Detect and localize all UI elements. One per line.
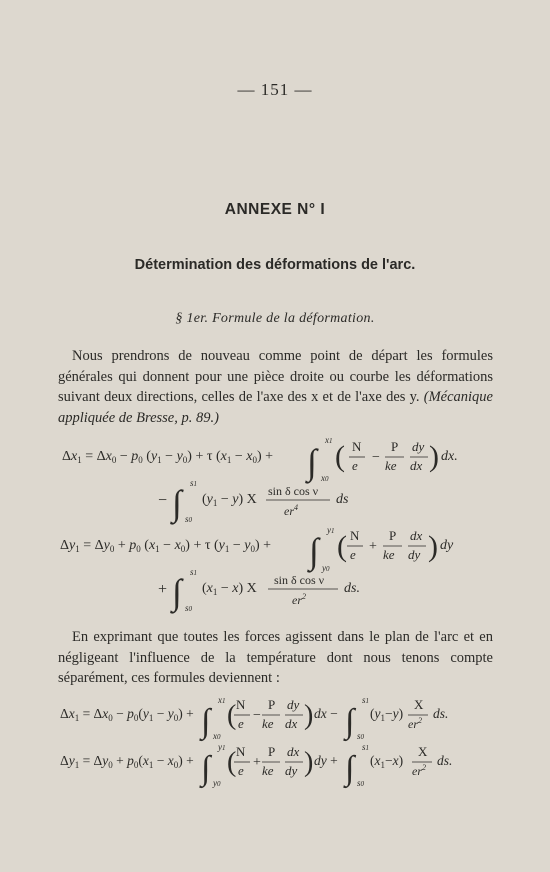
svg-text:dx.: dx. [441,449,458,464]
svg-text:N: N [350,528,360,543]
svg-text:s0: s0 [357,731,365,741]
svg-text:): ) [304,747,314,778]
svg-text:dx: dx [410,528,423,543]
svg-text:−: − [158,492,168,509]
svg-text:y0: y0 [322,563,330,573]
svg-text:(: ( [337,530,347,563]
svg-text:e: e [350,547,356,562]
svg-text:ke: ke [262,763,274,778]
svg-text:P: P [268,697,276,712]
svg-text:∫: ∫ [172,572,182,612]
svg-text:ke: ke [383,547,395,562]
equation-4 [60,742,452,789]
svg-text:Δy1 = Δy0 + p0(x1 − x0) +: $\Delta y_1 = \Delta y_0 + p_0(x_1 - x_0)$ + [60,753,194,770]
svg-text:N: N [352,439,362,454]
svg-text:y1: y1 [218,742,226,752]
svg-text:+: + [253,755,261,770]
svg-text:∫: ∫ [309,531,319,571]
section-heading: Détermination des déformations de l'arc. [134,257,416,273]
equation-2-line-1 [60,525,454,573]
svg-text:): ) [428,530,438,563]
svg-text:sin δ cos ν: sin δ cos ν [274,573,325,587]
annex-title: ANNEXE N° I [224,201,326,218]
svg-text:(x1−x): $(x_1-x)$ [370,753,404,770]
svg-text:−: − [372,450,380,465]
svg-text:s1: s1 [362,695,370,705]
svg-text:dy: dy [287,697,300,712]
svg-text:ds.: ds. [437,753,453,768]
svg-text:x0: x0 [213,731,221,741]
svg-text:x1: x1 [218,695,226,705]
svg-text:y0: y0 [213,778,221,788]
equation-3 [60,695,448,742]
svg-text:Δx1 = Δx0 − p0 (y1 − y0) + τ (: $\Delta x_1 = \Delta x_0 - p_0$ $(y_1 - y_0) + \tau$ $(x_1 - x_0)$ + [62,449,274,465]
svg-text:dy: dy [408,547,421,562]
svg-text:s1: s1 [362,742,370,752]
svg-text:∫: ∫ [172,483,182,523]
svg-text:e: e [238,716,244,731]
svg-text:N: N [236,697,246,712]
svg-text:ke: ke [385,458,397,473]
svg-text:s0: s0 [185,514,193,524]
svg-text:er2: $er^2$ [408,716,422,731]
svg-text:ke: ke [262,716,274,731]
svg-text:+: + [369,539,377,554]
page-number: — 151 — [237,80,313,99]
svg-text:∫: ∫ [307,442,317,482]
svg-text:−: − [253,708,261,723]
svg-text:(: ( [335,440,345,473]
svg-text:er2: $er^2$ [292,592,306,607]
svg-text:dy: dy [412,439,425,454]
svg-text:dy: dy [285,763,298,778]
svg-text:ds.: ds. [433,706,449,721]
svg-text:er4: $er^4$ [284,503,298,518]
svg-text:sin δ cos ν: sin δ cos ν [268,484,319,498]
svg-text:s0: s0 [185,603,193,613]
svg-text:∫: ∫ [345,703,355,740]
svg-text:dy: dy [440,538,454,553]
svg-text:∫: ∫ [201,750,211,787]
svg-text:Δy1 = Δy0 + p0 (x1 − x0) + τ (: $\Delta y_1 = \Delta y_0 + p_0$ $(x_1 - x_0) + \tau$ $(y_1 - y_0)$ + [60,538,272,554]
svg-text:dy +: dy + [314,753,338,768]
svg-text:P: P [391,439,399,454]
svg-text:s1: s1 [190,567,198,577]
svg-text:∫: ∫ [345,750,355,787]
svg-text:ds.: ds. [344,581,360,596]
svg-text:(y1−y): $(y_1-y)$ [370,706,404,723]
equation-2-line-2 [158,567,360,614]
equation-1-line-2 [158,478,349,525]
svg-text:(: ( [227,700,237,731]
svg-text:e: e [352,458,358,473]
svg-text:): ) [304,700,314,731]
svg-text:er2: $er^2$ [412,763,426,778]
svg-text:Δx1 = Δx0 − p0(y1 − y0) +: $\Delta x_1 = \Delta x_0 - p_0(y_1 - y_0)$ + [60,706,194,723]
svg-text:x0: x0 [321,473,329,483]
paragraph-2-text: En exprimant que toutes les forces agissent dans le plan de l'arc et en négligeant l'influence de la température dont nous tenons compte séparément, ces formules deviennent : [58,629,493,686]
svg-text:(y1 − y) X: $(y_1 - y)$ X [202,492,257,508]
paragraph-1-reference: (Mécanique appliquée de Bresse, p. 89.) [58,389,493,426]
svg-text:): ) [429,440,439,473]
svg-text:s0: s0 [357,778,365,788]
svg-text:P: P [389,528,397,543]
svg-text:s1: s1 [190,478,198,488]
svg-text:+: + [158,581,168,598]
svg-text:y1: y1 [327,525,335,535]
svg-text:(x1 − x) X: $(x_1 - x)$ X [202,581,257,597]
svg-text:N: N [236,744,246,759]
svg-text:∫: ∫ [201,703,211,740]
svg-text:dx: dx [285,716,298,731]
svg-text:e: e [238,763,244,778]
svg-text:dx −: dx − [314,706,338,721]
equation-1-line-1 [62,435,458,484]
svg-text:P: P [268,744,276,759]
svg-text:X: X [414,697,424,712]
svg-text:ds: ds [336,492,349,507]
svg-text:(: ( [227,747,237,778]
svg-text:x1: x1 [325,435,333,445]
svg-text:dx: dx [287,744,300,759]
svg-text:X: X [418,744,428,759]
sub-heading: § 1er. Formule de la déformation. [175,311,375,326]
svg-text:dx: dx [410,458,423,473]
paragraph-1-text: Nous prendrons de nouveau comme point de départ les formules générales qui donnent pour une pièce droite ou courbe les déformations suivant deux directions, celles de l'axe des x et de l'axe des y. [58,348,493,405]
